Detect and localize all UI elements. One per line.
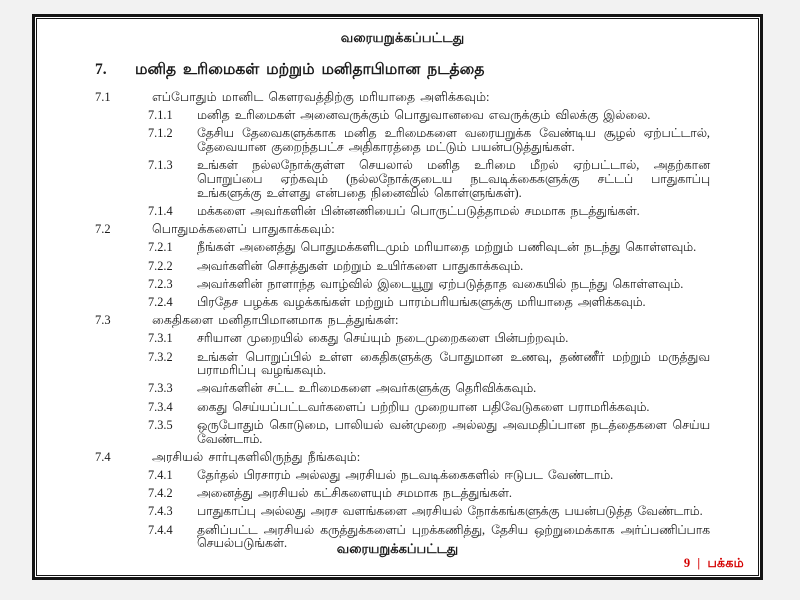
clause-number: 7.4.2 xyxy=(148,486,173,501)
clause-number: 7.1.1 xyxy=(148,108,173,123)
clause-text: அவர்களின் சட்ட உரிமைகளை அவர்களுக்கு தெரிவிக்கவும். xyxy=(197,381,537,396)
clause-text: அனைத்து அரசியல் கட்சிகளையும் சமமாக நடத்துங்கள். xyxy=(197,486,512,501)
clause-item xyxy=(148,469,710,483)
clause-text: எப்போதும் மானிட கௌரவத்திற்கு மரியாதை அளிக்கவும்: xyxy=(152,90,490,104)
clause-number: 7.4.4 xyxy=(148,522,173,537)
clause-number: 7.2.3 xyxy=(148,276,173,291)
clause-text: உங்கள் நல்லநோக்குள்ள செயலால் மனித உரிமை மீறல் ஏற்பட்டால், அதற்கான பொறுப்பை ஏற்கவும் (நல்லநோக்குடைய நடவடிக்கைகளுக்கு சட்டப் பாதுகாப்பு உங்களுக்கு உள்ளது என்பதை நினைவில் கொள்ளுங்கள்). xyxy=(197,158,710,200)
clause-number: 7.1.4 xyxy=(148,203,173,218)
clause-text: கைதிகளை மனிதாபிமானமாக நடத்துங்கள்: xyxy=(152,313,399,328)
clause-number: 7.4.1 xyxy=(148,467,173,482)
clause-number: 7.3.2 xyxy=(148,349,173,364)
clause-number: 7.4 xyxy=(95,449,111,464)
clause-item xyxy=(148,127,710,154)
page-content xyxy=(37,19,758,575)
section-heading xyxy=(95,61,710,79)
clause-text: மக்களை அவர்களின் பின்னணியைப் பொருட்படுத்தாமல் சமமாக நடத்துங்கள். xyxy=(197,203,640,218)
clause-number: 7.1.3 xyxy=(148,158,173,173)
clause-item xyxy=(148,205,710,219)
clause-text: சரியான முறையில் கைது செய்யும் நடைமுறைகளை பின்பற்றவும். xyxy=(197,331,569,346)
page-inner-border xyxy=(36,18,759,576)
clause-number: 7.3 xyxy=(95,313,111,328)
clause-item xyxy=(95,91,710,105)
clause-number: 7.2 xyxy=(95,222,111,237)
clause-item xyxy=(95,314,710,328)
clause-item xyxy=(148,278,710,292)
clause-item xyxy=(148,351,710,378)
clause-number: 7.3.5 xyxy=(148,417,173,432)
clause-text: உங்கள் பொறுப்பில் உள்ள கைதிகளுக்கு போதுமான உணவு, தண்ணீர் மற்றும் மருத்துவ பராமரிப்பு வழங்கவும். xyxy=(197,349,710,378)
clause-number: 7.2.4 xyxy=(148,294,173,309)
page-number xyxy=(684,556,744,572)
page-number-value: 9 xyxy=(683,556,691,570)
clause-item xyxy=(148,401,710,415)
clause-item xyxy=(148,109,710,123)
clause-number: 7.2.2 xyxy=(148,258,173,273)
page-number-label: பக்கம் xyxy=(707,556,744,570)
clause-number: 7.3.4 xyxy=(148,399,173,414)
classification-footer: வரையறுக்கப்பட்டது xyxy=(336,541,459,556)
clause-text: நீங்கள் அனைத்து பொதுமக்களிடமும் மரியாதை மற்றும் பணிவுடன் நடந்து கொள்ளவும். xyxy=(197,240,697,255)
clause-number: 7.1.2 xyxy=(148,126,173,141)
clause-text: கைது செய்யப்பட்டவர்களைப் பற்றிய முறையான பதிவேடுகளை பராமரிக்கவும். xyxy=(197,399,650,414)
page-number-separator: | xyxy=(697,556,701,570)
clause-item xyxy=(148,419,710,446)
clause-item xyxy=(148,332,710,346)
clause-item xyxy=(95,451,710,465)
clause-number: 7.4.3 xyxy=(148,504,173,519)
clause-number: 7.3.1 xyxy=(148,331,173,346)
classification-header: வரையறுக்கப்பட்டது xyxy=(340,30,465,45)
clause-number: 7.1 xyxy=(95,90,111,104)
clause-list xyxy=(95,91,710,551)
section-number: 7. xyxy=(95,61,107,78)
clause-item xyxy=(148,382,710,396)
clause-text: ஒருபோதும் கொடுமை, பாலியல் வன்முறை அல்லது அவமதிப்பான நடத்தைகளை செய்ய வேண்டாம். xyxy=(197,417,710,446)
clause-item xyxy=(148,487,710,501)
clause-item xyxy=(148,296,710,310)
clause-text: மனித உரிமைகள் அனைவருக்கும் பொதுவானவை எவருக்கும் விலக்கு இல்லை. xyxy=(197,108,651,123)
clause-item xyxy=(148,241,710,255)
clause-number: 7.2.1 xyxy=(148,240,173,255)
document-page xyxy=(32,14,763,580)
clause-text: தேர்தல் பிரசாரம் அல்லது அரசியல் நடவடிக்கைகளில் ஈடுபட வேண்டாம். xyxy=(197,467,614,482)
clause-text: பாதுகாப்பு அல்லது அரச வளங்களை அரசியல் நோக்கங்களுக்கு பயன்படுத்த வேண்டாம். xyxy=(197,504,703,519)
clause-text: அவர்களின் நாளாந்த வாழ்வில் இடையூறு ஏற்படுத்தாத வகையில் நடந்து கொள்ளவும். xyxy=(197,276,684,291)
clause-text: அவர்களின் சொத்துகள் மற்றும் உயிர்களை பாதுகாக்கவும். xyxy=(197,258,524,273)
section-title: மனித உரிமைகள் மற்றும் மனிதாபிமான நடத்தை xyxy=(135,61,485,78)
clause-text: பொதுமக்களைப் பாதுகாக்கவும்: xyxy=(152,222,335,237)
clause-item xyxy=(148,260,710,274)
clause-item xyxy=(148,505,710,519)
clause-number: 7.3.3 xyxy=(148,381,173,396)
clause-text: பிரதேச பழக்க வழக்கங்கள் மற்றும் பாரம்பரியங்களுக்கு மரியாதை அளிக்கவும். xyxy=(197,294,646,309)
clause-text: தேசிய தேவைகளுக்காக மனித உரிமைகளை வரையறுக்க வேண்டிய சூழல் ஏற்பட்டால், தேவையான குறைந்தபட்ச அதிகாரத்தை மட்டும் பயன்படுத்துங்கள். xyxy=(197,126,710,155)
clause-item xyxy=(95,223,710,237)
clause-item xyxy=(148,159,710,200)
clause-text: அரசியல் சார்புகளிலிருந்து நீங்கவும்: xyxy=(152,449,361,464)
clause-text: தனிப்பட்ட அரசியல் கருத்துக்களைப் புறக்கணித்து, தேசிய ஒற்றுமைக்காக அர்ப்பணிப்பாக செயல்படுங்கள். xyxy=(197,522,710,551)
